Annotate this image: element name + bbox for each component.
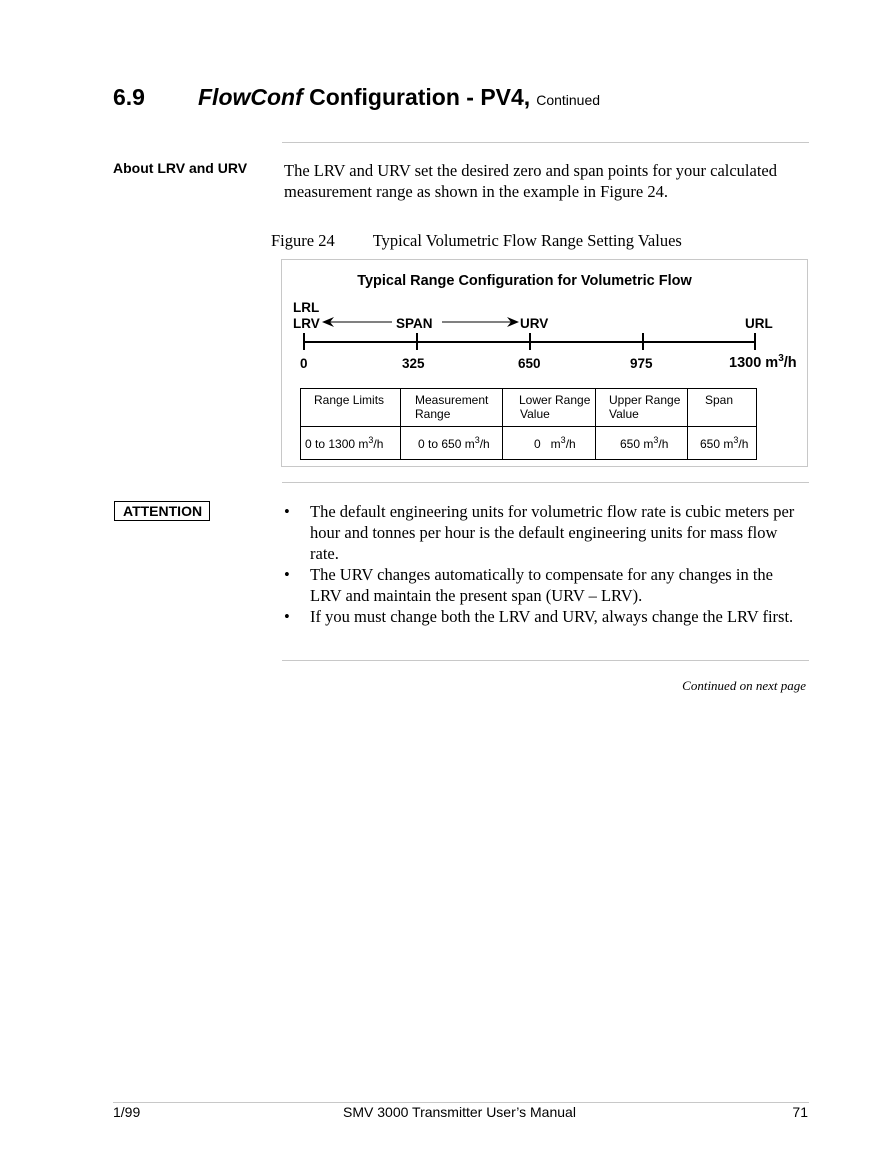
tick-label: 1300 m [729, 354, 779, 371]
tick-label: 975 [630, 356, 653, 371]
tick-mark [416, 333, 418, 350]
divider [282, 142, 809, 143]
cell-unit: /h [373, 437, 384, 451]
attention-badge: ATTENTION [114, 501, 210, 521]
bullet: • [284, 565, 290, 584]
section-number: 6.9 [113, 84, 145, 110]
table-row [301, 427, 757, 460]
table-header-cell [596, 389, 688, 427]
list-item [284, 564, 808, 606]
cell-unit: /h [658, 437, 669, 451]
tick-mark [642, 333, 644, 350]
footer-divider [113, 1102, 809, 1103]
lrl-label: LRL [293, 300, 320, 315]
list-item-text: The URV changes automatically to compensate for any changes in the LRV and maintain the present span (URV – LRV). [310, 565, 773, 605]
cell-sup: 3 [368, 435, 374, 445]
table-header-cell [503, 389, 596, 427]
footer-manual-title: SMV 3000 Transmitter User’s Manual [343, 1104, 576, 1120]
table-cell [301, 427, 401, 460]
url-label: URL [745, 316, 773, 331]
table-header-cell [401, 389, 503, 427]
table-header-row [301, 389, 757, 427]
divider [282, 660, 809, 661]
divider [282, 482, 809, 483]
attention-list [284, 501, 808, 627]
figure-box [281, 259, 808, 467]
header-line: Value [520, 407, 550, 421]
title-rest: Configuration - PV4, [302, 84, 531, 110]
table-cell [401, 427, 503, 460]
about-text: The LRV and URV set the desired zero and span points for your calculated measurement range as shown in the example in Figure 24. [284, 161, 777, 201]
range-table [300, 388, 757, 460]
cell-value: 0 to 650 m [418, 437, 475, 451]
continued-next-page: Continued on next page [682, 678, 806, 693]
page-title [198, 84, 600, 111]
page-number: 71 [792, 1104, 808, 1120]
header-line: Value [609, 407, 639, 421]
cell-value: 0 m [534, 437, 561, 451]
table-header-cell [688, 389, 757, 427]
header-line: Upper Range [609, 393, 681, 407]
tick-label-unit [729, 353, 797, 371]
header-line: Range [415, 407, 451, 421]
cell-sup: 3 [474, 435, 480, 445]
cell-sup: 3 [733, 435, 739, 445]
title-italic: FlowConf [198, 84, 303, 110]
cell-unit: /h [738, 437, 749, 451]
cell-value: 650 m [700, 437, 734, 451]
list-item-text: If you must change both the LRV and URV, always change the LRV first. [310, 607, 794, 626]
header-line: Span [705, 393, 734, 407]
tick-label: 650 [518, 356, 541, 371]
tick-mark [529, 333, 531, 350]
bullet: • [284, 607, 290, 626]
header-line: Lower Range [519, 393, 591, 407]
figure-number: Figure 24 [271, 231, 335, 250]
figure-title: Typical Range Configuration for Volumetric Flow [357, 273, 692, 289]
unit-superscript: 3 [778, 353, 784, 364]
tick-label: 0 [300, 356, 308, 371]
span-label: SPAN [396, 316, 433, 331]
figure-caption [271, 231, 682, 251]
unit-tail: /h [783, 354, 797, 371]
table-cell [688, 427, 757, 460]
cell-unit: /h [479, 437, 490, 451]
bullet: • [284, 502, 290, 521]
title-continued: Continued [536, 92, 601, 108]
tick-mark [303, 333, 305, 350]
table-cell [596, 427, 688, 460]
list-item [284, 501, 808, 564]
list-item-text: The default engineering units for volumetric flow rate is cubic meters per hour and tonnes per hour is the default engineering units for mass flow rate. [310, 502, 795, 563]
table-header-cell [301, 389, 401, 427]
about-label: About LRV and URV [113, 160, 248, 176]
cell-sup: 3 [653, 435, 659, 445]
table-cell [503, 427, 596, 460]
tick-label: 325 [402, 356, 425, 371]
cell-value: 650 m [620, 437, 654, 451]
figure-caption-title: Typical Volumetric Flow Range Setting Values [372, 231, 682, 250]
list-item [284, 606, 808, 627]
cell-sup: 3 [560, 435, 566, 445]
header-line: Range Limits [314, 393, 385, 407]
tick-mark [754, 333, 756, 350]
footer-date: 1/99 [113, 1104, 141, 1120]
cell-value: 0 to 1300 m [305, 437, 369, 451]
urv-label: URV [520, 316, 549, 331]
cell-unit: /h [565, 437, 576, 451]
lrv-label: LRV [293, 316, 320, 331]
header-line: Measurement [415, 393, 489, 407]
